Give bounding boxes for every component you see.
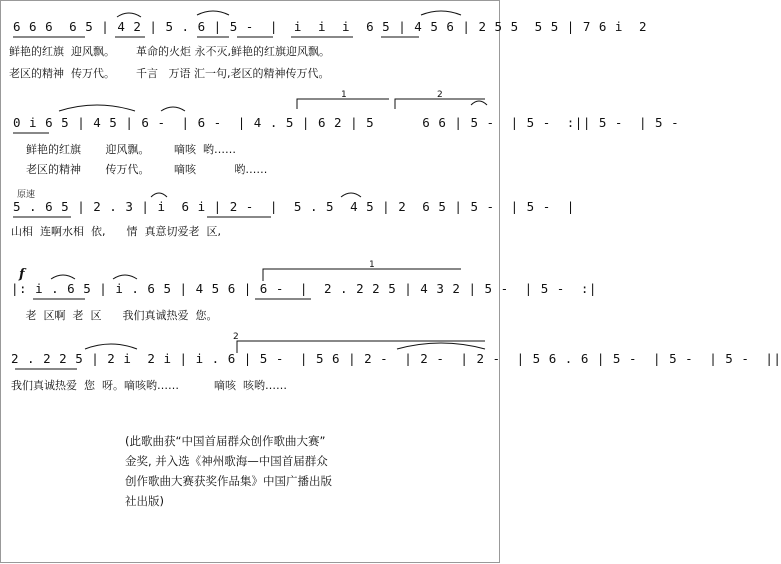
slur-mark bbox=[421, 11, 461, 15]
fermata-mark bbox=[471, 101, 487, 105]
tempo-marker: 原速 bbox=[17, 190, 36, 200]
system-2-lyric-2: 老区的精神 传万代。 嘀咳 哟…… bbox=[19, 163, 268, 176]
footnote-line: 社出版) bbox=[125, 494, 164, 508]
system-3-lyric-row-1 bbox=[1, 223, 501, 247]
volta-bracket-1 bbox=[297, 99, 389, 109]
volta-bracket-2 bbox=[395, 99, 485, 109]
system-3-notes: 5 . 6 5 | 2 . 3 | i 6 i | 2 - | 5 . 5 4 5 | 2 6 5 | 5 - | 5 - | bbox=[13, 199, 575, 214]
slur-mark bbox=[161, 107, 185, 111]
slur-mark bbox=[341, 193, 361, 197]
system-5-lyric-row-1 bbox=[1, 377, 501, 401]
system-5-notes: 2 . 2 2 5 | 2 i 2 i | i . 6 | 5 - | 5 6 | 2 - | 2 - | 2 - | 5 6 . 6 | 5 - | 5 - | 5 - || bbox=[11, 351, 781, 366]
system-4-notes-row bbox=[1, 281, 597, 305]
footnote bbox=[125, 431, 405, 511]
system-1-lyric-1: 鲜艳的红旗 迎风飘。 革命的火炬 永不灭,鲜艳的红旗迎风飘。 bbox=[9, 45, 330, 58]
slur-mark bbox=[151, 193, 167, 197]
slur-mark bbox=[197, 11, 229, 15]
volta-number-2: 2 bbox=[233, 332, 239, 342]
volta-number-1: 1 bbox=[369, 260, 375, 270]
system-5-notes-row bbox=[1, 351, 781, 375]
slur-mark bbox=[51, 275, 75, 279]
volta-number-2: 2 bbox=[437, 90, 443, 100]
slur-mark bbox=[59, 105, 135, 111]
system-2-notes-row bbox=[1, 115, 680, 139]
system-5-lyric-1: 我们真诚热爱 您 呀。嘀咳哟…… 嘀咳 咳哟…… bbox=[11, 379, 287, 392]
slur-mark bbox=[397, 343, 485, 349]
dynamic-marking: f bbox=[19, 267, 25, 282]
system-4-lyric-row-1 bbox=[1, 307, 501, 331]
slur-mark bbox=[85, 344, 137, 349]
system-1-lyric-row-2 bbox=[1, 65, 501, 89]
system-2-notes: 0 i 6 5 | 4 5 | 6 - | 6 - | 4 . 5 | 6 2 | 5 6 6 | 5 - | 5 - :|| 5 - | 5 - bbox=[13, 115, 680, 130]
system-1-notes: 6 6 6 6 5 | 4 2 | 5 . 6 | 5 - | i i i 6 5 | 4 5 6 | 2 5 5 5 5 | 7 6 i 2 bbox=[13, 19, 648, 34]
slur-mark bbox=[117, 13, 141, 17]
volta-bracket-1 bbox=[263, 269, 461, 281]
volta-number-1: 1 bbox=[341, 90, 347, 100]
system-1-lyric-2: 老区的精神 传万代。 千言 万语 汇一句,老区的精神传万代。 bbox=[9, 67, 330, 80]
slur-mark bbox=[113, 275, 137, 279]
system-3-notes-row bbox=[1, 199, 575, 223]
system-2-lyric-row-2 bbox=[1, 161, 501, 185]
system-2-lyric-1: 鲜艳的红旗 迎风飘。 嘀咳 哟…… bbox=[19, 143, 236, 156]
footnote-line: 创作歌曲大赛获奖作品集》中国广播出版 bbox=[125, 474, 332, 488]
system-1-lyric-row-1 bbox=[1, 43, 501, 67]
system-4-lyric-1: 老 区啊 老 区 我们真诚热爱 您。 bbox=[15, 309, 218, 322]
system-4-notes: |: i . 6 5 | i . 6 5 | 4 5 6 | 6 - | 2 . 2 2 5 | 4 3 2 | 5 - | 5 - :| bbox=[11, 281, 597, 296]
footnote-line: 金奖, 并入选《神州歌海—中国首届群众 bbox=[125, 454, 328, 468]
system-3-lyric-1: 山相 连啊水相 依, 情 真意切爱老 区, bbox=[11, 225, 221, 238]
system-1-notes-row bbox=[1, 19, 648, 43]
footnote-line: (此歌曲获“中国首届群众创作歌曲大赛” bbox=[125, 434, 326, 448]
